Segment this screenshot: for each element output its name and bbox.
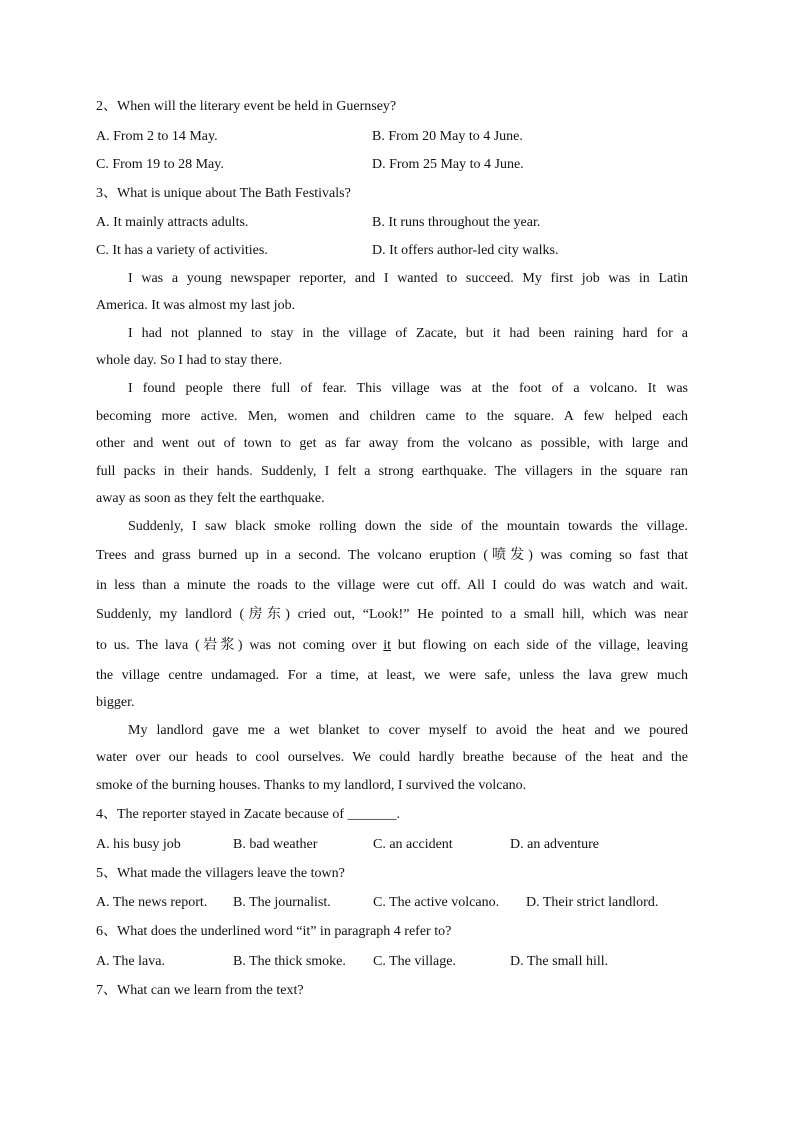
- p4-line-5-after: but flowing on each side of the village, leaving: [391, 638, 688, 653]
- passage-p4-line-4: Suddenly, my landlord (房东) cried out, “Look!” He pointed to a small hill, which was near: [96, 607, 688, 622]
- passage-p4-line-5: [96, 637, 688, 655]
- q5-option-a: A. The news report.: [96, 895, 208, 910]
- question-3: 3、What is unique about The Bath Festivals?: [96, 186, 351, 201]
- q6-option-c: C. The village.: [373, 954, 456, 969]
- q3-option-d: D. It offers author-led city walks.: [372, 243, 559, 258]
- q3-option-c: C. It has a variety of activities.: [96, 243, 268, 258]
- question-5: 5、What made the villagers leave the town?: [96, 866, 345, 881]
- question-2: 2、When will the literary event be held in Guernsey?: [96, 99, 397, 114]
- passage-p3-line-1: I found people there full of fear. This village was at the foot of a volcano. It was: [128, 381, 688, 396]
- passage-p3-line-3: other and went out of town to get as far away from the volcano as possible, with large and: [96, 436, 688, 451]
- q2-option-c: C. From 19 to 28 May.: [96, 157, 224, 172]
- passage-p2-line-2: whole day. So I had to stay there.: [96, 353, 283, 368]
- passage-p5-line-2: water over our heads to cool ourselves. We could hardly breathe because of the heat and the: [96, 750, 688, 765]
- p4-line-5-before: to us. The lava (岩浆) was not coming over: [96, 638, 384, 653]
- q6-option-a: A. The lava.: [96, 954, 165, 969]
- q3-option-a: A. It mainly attracts adults.: [96, 215, 249, 230]
- passage-p4-line-7: bigger.: [96, 695, 135, 710]
- passage-p1-line-1: I was a young newspaper reporter, and I wanted to succeed. My first job was in Latin: [128, 271, 688, 286]
- passage-p3-line-2: becoming more active. Men, women and children came to the square. A few helped each: [96, 409, 688, 424]
- q6-option-b: B. The thick smoke.: [233, 954, 346, 969]
- passage-p4-line-1: Suddenly, I saw black smoke rolling down the side of the mountain towards the village.: [128, 519, 688, 534]
- passage-p5-line-3: smoke of the burning houses. Thanks to my landlord, I survived the volcano.: [96, 778, 527, 793]
- passage-p4-line-3: in less than a minute the roads to the village were cut off. All I could do was watch and wait.: [96, 578, 688, 593]
- question-6: 6、What does the underlined word “it” in paragraph 4 refer to?: [96, 924, 452, 939]
- q4-option-d: D. an adventure: [510, 837, 600, 852]
- q5-option-b: B. The journalist.: [233, 895, 331, 910]
- q4-option-c: C. an accident: [373, 837, 453, 852]
- question-7: 7、What can we learn from the text?: [96, 983, 304, 998]
- q6-option-d: D. The small hill.: [510, 954, 609, 969]
- passage-p1-line-2: America. It was almost my last job.: [96, 298, 296, 313]
- passage-p4-line-2: Trees and grass burned up in a second. The volcano eruption (喷发) was coming so fast that: [96, 548, 688, 563]
- passage-p5-line-1: My landlord gave me a wet blanket to cover myself to avoid the heat and we poured: [128, 723, 688, 738]
- q3-option-b: B. It runs throughout the year.: [372, 215, 541, 230]
- question-4: 4、The reporter stayed in Zacate because of _______.: [96, 807, 400, 822]
- q2-option-a: A. From 2 to 14 May.: [96, 129, 218, 144]
- q5-option-d: D. Their strict landlord.: [526, 895, 659, 910]
- passage-p4-line-6: the village centre undamaged. For a time, at least, we were safe, unless the lava grew much: [96, 668, 688, 683]
- q2-option-b: B. From 20 May to 4 June.: [372, 129, 523, 144]
- passage-p3-line-4: full packs in their hands. Suddenly, I felt a strong earthquake. The villagers in the square ran: [96, 464, 688, 479]
- q4-option-a: A. his busy job: [96, 837, 181, 852]
- passage-p3-line-5: away as soon as they felt the earthquake.: [96, 491, 325, 506]
- passage-p2-line-1: I had not planned to stay in the village of Zacate, but it had been raining hard for a: [128, 326, 688, 341]
- underlined-word-it: it: [383, 638, 392, 653]
- q2-option-d: D. From 25 May to 4 June.: [372, 157, 524, 172]
- q5-option-c: C. The active volcano.: [373, 895, 500, 910]
- q4-option-b: B. bad weather: [233, 837, 318, 852]
